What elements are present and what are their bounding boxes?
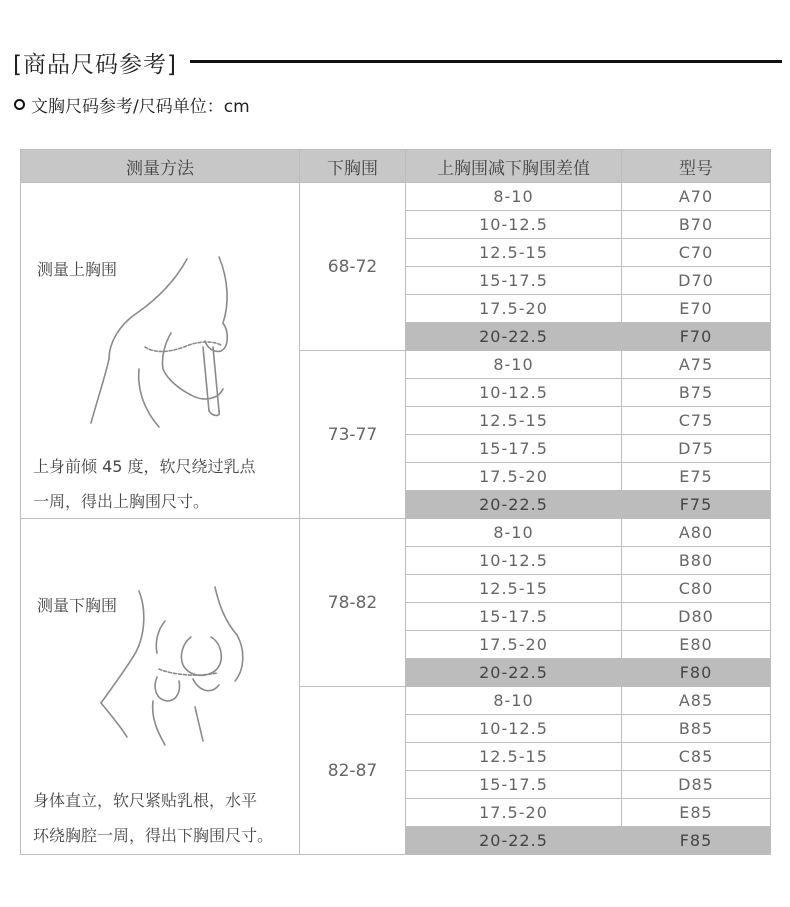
table-row: [21, 183, 771, 211]
model-cell: A85: [622, 687, 771, 715]
model-cell: C80: [622, 575, 771, 603]
model-cell: F70: [622, 323, 771, 351]
model-cell: D80: [622, 603, 771, 631]
header: [10, 44, 782, 80]
model-cell: F75: [622, 491, 771, 519]
diff-cell: 10-12.5: [406, 715, 622, 743]
model-cell: D85: [622, 771, 771, 799]
model-cell: F85: [622, 827, 771, 855]
diff-cell: 20-22.5: [406, 659, 622, 687]
diff-cell: 20-22.5: [406, 491, 622, 519]
model-cell: E75: [622, 463, 771, 491]
diff-cell: 17.5-20: [406, 631, 622, 659]
model-cell: C75: [622, 407, 771, 435]
model-cell: A75: [622, 351, 771, 379]
diff-cell: 10-12.5: [406, 211, 622, 239]
method-desc-line: 环绕胸腔一周，得出下胸围尺寸。: [33, 826, 274, 845]
model-cell: E70: [622, 295, 771, 323]
title-divider: [190, 60, 782, 63]
diff-cell: 17.5-20: [406, 463, 622, 491]
diff-cell: 12.5-15: [406, 239, 622, 267]
model-cell: E80: [622, 631, 771, 659]
method-desc-upper-bust: [33, 449, 256, 519]
underbust-cell: 73-77: [300, 351, 406, 519]
table-row: [21, 519, 771, 547]
diff-cell: 8-10: [406, 519, 622, 547]
method-desc-line: 上身前倾 45 度，软尺绕过乳点: [33, 457, 256, 476]
upper-bust-measure-illustration: [79, 251, 259, 431]
method-cell-upper-bust: [21, 183, 300, 519]
subtitle: [14, 92, 250, 117]
diff-cell: 12.5-15: [406, 575, 622, 603]
column-header-model: 型号: [622, 150, 771, 183]
model-cell: C85: [622, 743, 771, 771]
model-cell: F80: [622, 659, 771, 687]
column-header-difference: 上胸围减下胸围差值: [406, 150, 622, 183]
model-cell: A70: [622, 183, 771, 211]
diff-cell: 8-10: [406, 687, 622, 715]
diff-cell: 12.5-15: [406, 407, 622, 435]
diff-cell: 17.5-20: [406, 799, 622, 827]
method-label-upper-bust: 测量上胸围: [37, 260, 118, 279]
page-title: [商品尺码参考]: [13, 52, 177, 78]
underbust-cell: 78-82: [300, 519, 406, 687]
method-cell-under-bust: [21, 519, 300, 855]
column-header-method: 测量方法: [21, 150, 300, 183]
model-cell: B75: [622, 379, 771, 407]
diff-cell: 8-10: [406, 183, 622, 211]
diff-cell: 10-12.5: [406, 547, 622, 575]
diff-cell: 17.5-20: [406, 295, 622, 323]
model-cell: A80: [622, 519, 771, 547]
column-header-underbust: 下胸围: [300, 150, 406, 183]
diff-cell: 15-17.5: [406, 267, 622, 295]
diff-cell: 20-22.5: [406, 827, 622, 855]
method-desc-under-bust: [33, 783, 273, 853]
method-desc-line: 一周，得出上胸围尺寸。: [33, 492, 210, 511]
method-desc-line: 身体直立，软尺紧贴乳根，水平: [33, 791, 258, 810]
diff-cell: 15-17.5: [406, 603, 622, 631]
diff-cell: 12.5-15: [406, 743, 622, 771]
table-header-row: [21, 150, 771, 183]
diff-cell: 15-17.5: [406, 771, 622, 799]
diff-cell: 15-17.5: [406, 435, 622, 463]
diff-cell: 8-10: [406, 351, 622, 379]
subtitle-text: 文胸尺码参考/尺码单位：cm: [31, 97, 250, 117]
model-cell: B70: [622, 211, 771, 239]
model-cell: B85: [622, 715, 771, 743]
model-cell: C70: [622, 239, 771, 267]
diff-cell: 20-22.5: [406, 323, 622, 351]
method-label-under-bust: 测量下胸围: [37, 596, 118, 615]
model-cell: B80: [622, 547, 771, 575]
model-cell: D75: [622, 435, 771, 463]
size-table: [20, 149, 771, 855]
under-bust-measure-illustration: [95, 581, 265, 751]
bullet-circle-icon: [14, 99, 25, 110]
diff-cell: 10-12.5: [406, 379, 622, 407]
underbust-cell: 68-72: [300, 183, 406, 351]
model-cell: D70: [622, 267, 771, 295]
model-cell: E85: [622, 799, 771, 827]
underbust-cell: 82-87: [300, 687, 406, 855]
